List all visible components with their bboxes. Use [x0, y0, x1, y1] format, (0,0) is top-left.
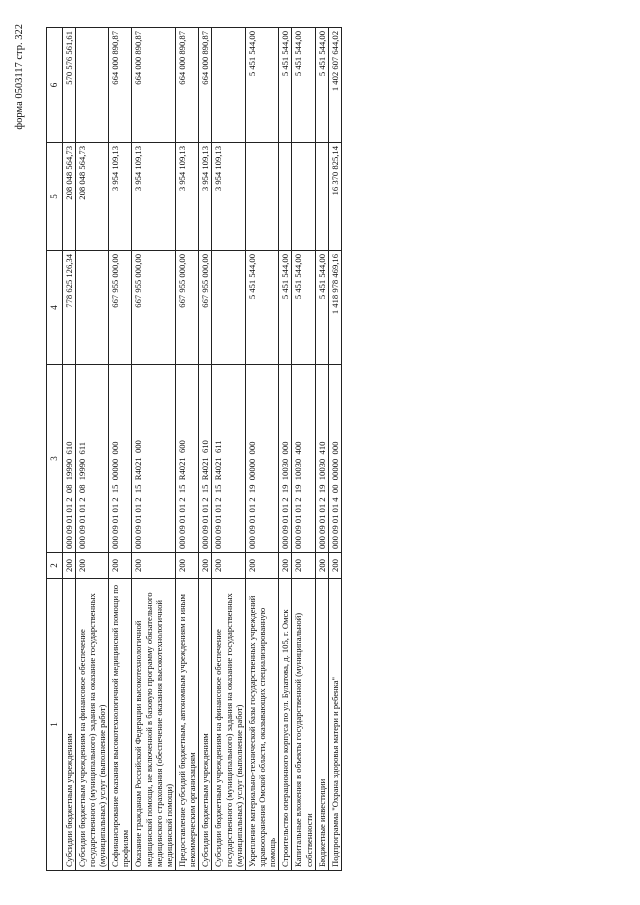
row-line-code: 200 [75, 553, 108, 579]
row-line-code: 200 [176, 553, 199, 579]
table-row [109, 28, 132, 871]
row-name: Софинансирование оказания высокотехнологичной медицинской помощи по профилям [109, 579, 132, 871]
row-classification-code: 000 09 01 01 2 19 10030 000 [279, 365, 292, 553]
table-row [62, 28, 75, 871]
row-classification-code: 000 09 01 01 2 15 R4021 610 [199, 365, 212, 553]
table-row [279, 28, 292, 871]
row-classification-code: 000 09 01 01 2 15 R4021 000 [132, 365, 176, 553]
row-approved-amount [212, 251, 245, 365]
column-header-classification-code: 3 [47, 365, 63, 553]
column-header-approved: 4 [47, 251, 63, 365]
row-approved-amount: 667 955 000,00 [132, 251, 176, 365]
table-row [292, 28, 315, 871]
row-unexecuted-amount: 664 000 890,87 [109, 28, 132, 143]
column-header-executed: 5 [47, 143, 63, 251]
row-line-code: 200 [132, 553, 176, 579]
row-executed-amount: 208 048 564,73 [75, 143, 108, 251]
row-unexecuted-amount: 1 402 607 644,02 [328, 28, 341, 143]
row-name: Бюджетные инвестиции [315, 579, 328, 871]
row-classification-code: 000 09 01 01 2 19 10030 410 [315, 365, 328, 553]
row-name: Оказание гражданам Российской Федерации высокотехнологичной медицинской помощи, не включенной в базовую программу обязательного медицинского страхования (обеспечение оказания высокотехнологичной медицинской помощи) [132, 579, 176, 871]
row-unexecuted-amount: 570 576 561,61 [62, 28, 75, 143]
row-name: Строительство операционного корпуса по ул. Булатова, д. 105, г. Омск [279, 579, 292, 871]
row-approved-amount: 667 955 000,00 [199, 251, 212, 365]
table-row [176, 28, 199, 871]
row-unexecuted-amount: 664 000 890,87 [176, 28, 199, 143]
row-classification-code: 000 09 01 01 2 15 R4021 611 [212, 365, 245, 553]
row-executed-amount: 208 048 564,73 [62, 143, 75, 251]
row-executed-amount: 3 954 109,13 [212, 143, 245, 251]
row-name: Капитальные вложения в объекты государственной (муниципальной) собственности [292, 579, 315, 871]
row-name: Субсидии бюджетным учреждениям [62, 579, 75, 871]
row-line-code: 200 [279, 553, 292, 579]
row-unexecuted-amount: 664 000 890,87 [132, 28, 176, 143]
row-line-code: 200 [315, 553, 328, 579]
table-row [245, 28, 278, 871]
row-approved-amount: 1 418 978 469,16 [328, 251, 341, 365]
table-row [328, 28, 341, 871]
row-name: Предоставление субсидий бюджетным, автономным учреждениям и иным некоммерческим организациям [176, 579, 199, 871]
row-approved-amount [75, 251, 108, 365]
row-approved-amount: 5 451 544,00 [292, 251, 315, 365]
row-classification-code: 000 09 01 01 2 15 R4021 600 [176, 365, 199, 553]
row-unexecuted-amount [75, 28, 108, 143]
row-approved-amount: 5 451 544,00 [279, 251, 292, 365]
column-header-unexecuted: 6 [47, 28, 63, 143]
row-executed-amount: 3 954 109,13 [176, 143, 199, 251]
row-name: Субсидии бюджетным учреждениям [199, 579, 212, 871]
table-row [315, 28, 328, 871]
row-executed-amount: 3 954 109,13 [132, 143, 176, 251]
row-line-code: 200 [212, 553, 245, 579]
row-line-code: 200 [245, 553, 278, 579]
row-classification-code: 000 09 01 01 2 08 19990 610 [62, 365, 75, 553]
row-approved-amount: 5 451 544,00 [315, 251, 328, 365]
row-executed-amount [279, 143, 292, 251]
table-row [199, 28, 212, 871]
row-classification-code: 000 09 01 01 4 00 00000 000 [328, 365, 341, 553]
row-unexecuted-amount: 5 451 544,00 [315, 28, 328, 143]
row-approved-amount: 5 451 544,00 [245, 251, 278, 365]
row-classification-code: 000 09 01 01 2 19 00000 000 [245, 365, 278, 553]
row-unexecuted-amount: 5 451 544,00 [279, 28, 292, 143]
table-row [212, 28, 245, 871]
row-name: Субсидии бюджетным учреждениям на финансовое обеспечение государственного (муниципального) задания на оказание государственных (муниципальных) услуг (выполнение работ) [75, 579, 108, 871]
row-unexecuted-amount: 664 000 890,87 [199, 28, 212, 143]
row-unexecuted-amount [212, 28, 245, 143]
row-executed-amount [315, 143, 328, 251]
row-approved-amount: 667 955 000,00 [109, 251, 132, 365]
row-executed-amount: 3 954 109,13 [199, 143, 212, 251]
row-classification-code: 000 09 01 01 2 15 00000 000 [109, 365, 132, 553]
row-line-code: 200 [292, 553, 315, 579]
row-executed-amount [292, 143, 315, 251]
row-classification-code: 000 09 01 01 2 19 10030 400 [292, 365, 315, 553]
row-approved-amount: 778 625 126,34 [62, 251, 75, 365]
row-name: Укрепление материально-технической базы государственных учреждений здравоохранения Омской области, оказывающих специализированную помощь [245, 579, 278, 871]
row-name: Подпрограмма "Охрана здоровья матери и ребенка" [328, 579, 341, 871]
table-row [75, 28, 108, 871]
row-classification-code: 000 09 01 01 2 08 19990 611 [75, 365, 108, 553]
row-line-code: 200 [109, 553, 132, 579]
row-name: Субсидии бюджетным учреждениям на финансовое обеспечение государственного (муниципального) задания на оказание государственных (муниципальных) услуг (выполнение работ) [212, 579, 245, 871]
row-line-code: 200 [199, 553, 212, 579]
row-executed-amount [245, 143, 278, 251]
form-header: форма 0503117 стр. 322 [14, 24, 25, 130]
row-unexecuted-amount: 5 451 544,00 [292, 28, 315, 143]
row-executed-amount: 3 954 109,13 [109, 143, 132, 251]
row-approved-amount: 667 955 000,00 [176, 251, 199, 365]
row-line-code: 200 [62, 553, 75, 579]
report-table [46, 27, 342, 871]
column-header-line-code: 2 [47, 553, 63, 579]
table-row [132, 28, 176, 871]
row-line-code: 200 [328, 553, 341, 579]
row-unexecuted-amount: 5 451 544,00 [245, 28, 278, 143]
column-header-name: 1 [47, 579, 63, 871]
row-executed-amount: 16 370 825,14 [328, 143, 341, 251]
table-header-row [47, 28, 63, 871]
